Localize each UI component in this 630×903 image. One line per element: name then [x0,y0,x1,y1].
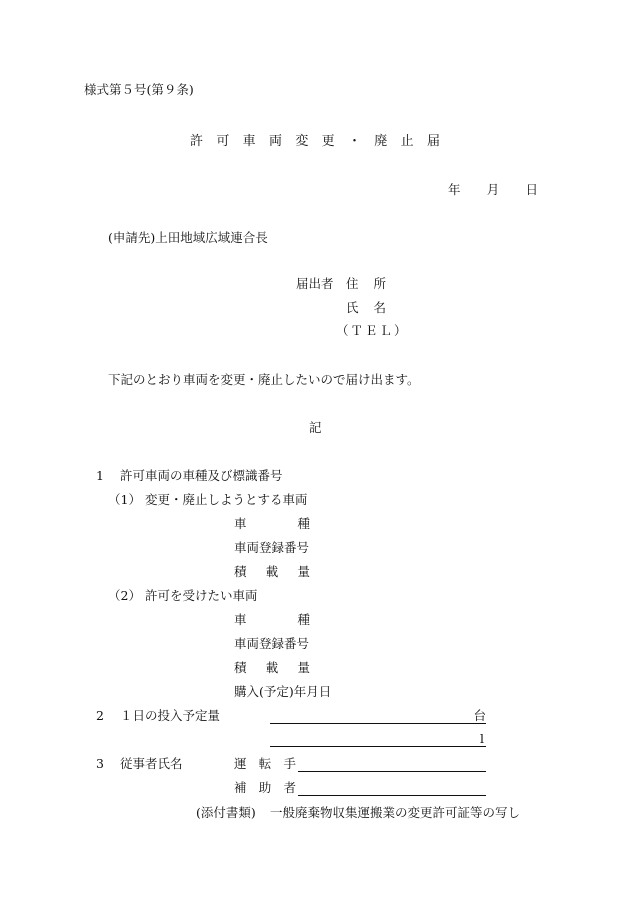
label-char: 積 [234,564,247,579]
attachments-text: 一般廃棄物収集運搬業の変更許可証等の写し [270,805,521,820]
attachments-label: (添付書類) [196,805,256,820]
label-char: 転 [258,756,272,771]
section2-vehicles-line[interactable] [270,708,486,724]
sub2-vehicle-type [234,612,310,628]
label-char: 助 [258,780,272,795]
section2-number: 2 [96,708,104,723]
form-number: 様式第５号(第９条) [84,82,194,97]
label-char: 補 [234,780,247,795]
date-month: 月 [486,182,500,197]
section3-title: 従事者氏名 [120,756,183,771]
sub1-title: 変更・廃止しようとする車両 [145,492,308,507]
driver-label [234,756,296,772]
section2-volume-line[interactable] [270,731,486,747]
sub1-capacity [234,564,310,580]
section1-number: 1 [96,468,104,483]
title-char: 可 [216,134,230,149]
applicant-address-label [346,276,386,292]
label-char: 量 [297,564,310,579]
sub1-number: （1） [108,492,141,507]
sub2-title: 許可を受けたい車両 [145,588,258,603]
section3-number: 3 [96,756,104,771]
assistant-name-line[interactable] [298,780,486,796]
intro-text: 下記のとおり車両を変更・廃止したいので届け出ます。 [108,372,420,387]
sub1-registration-number: 車両登録番号 [234,540,310,555]
label-char: 運 [234,756,247,771]
title-char: 変 [295,134,309,149]
label-char: 種 [297,516,310,531]
unit-liter: l [480,731,484,746]
applicant-label: 届出者 [296,276,334,291]
name-char: 氏 [346,300,359,315]
label-char: 車 [234,516,247,531]
sub2-capacity [234,660,310,676]
date-year: 年 [448,182,461,197]
sub2-registration-number: 車両登録番号 [234,636,310,651]
title-char: ・ [347,134,361,149]
label-char: 種 [297,612,310,627]
name-char: 名 [373,300,386,315]
driver-name-line[interactable] [298,756,486,772]
title-char: 届 [426,134,440,149]
title-char: 止 [400,134,414,149]
label-char: 積 [234,660,247,675]
label-char: 者 [283,780,296,795]
date-line [448,180,538,198]
title-char: 両 [268,134,282,149]
section1-title: 許可車両の車種及び標識番号 [120,468,283,483]
title-char: 許 [190,134,204,149]
label-char: 載 [265,660,279,675]
label-char: 量 [297,660,310,675]
label-char: 載 [265,564,279,579]
section2-title: １日の投入予定量 [120,708,221,723]
label-char: 手 [283,756,296,771]
sub1-vehicle-type [234,516,310,532]
label-char: 車 [234,612,247,627]
applicant-name-label [346,300,386,316]
date-day: 日 [525,182,538,197]
title-char: 廃 [374,134,388,149]
title-char: 車 [242,134,256,149]
applicant-tel-label: （ＴＥＬ） [336,323,409,338]
document-title [190,130,440,149]
ki-heading: 記 [309,420,322,435]
sub2-number: （2） [108,588,141,603]
address-char: 所 [373,276,386,291]
assistant-label [234,780,296,796]
sub2-purchase-date: 購入(予定)年月日 [234,684,332,699]
address-char: 住 [346,276,359,291]
unit-vehicles: 台 [473,708,486,723]
addressee: (申請先)上田地域広域連合長 [108,230,268,245]
title-char: 更 [321,134,335,149]
